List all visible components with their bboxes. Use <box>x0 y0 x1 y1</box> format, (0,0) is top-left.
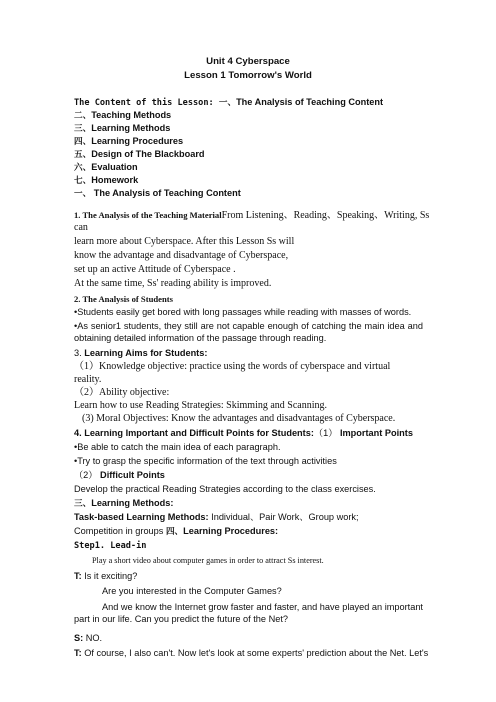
lesson-title: Lesson 1 Tomorrow's World <box>184 70 312 81</box>
section-1-heading: 1. The Analysis of the Teaching Material <box>74 210 222 220</box>
step-1-heading: Step1. Lead-in <box>74 541 147 551</box>
toc-item: 二、Teaching Methods <box>74 110 172 121</box>
paragraph-line: reality. <box>74 374 102 385</box>
learning-methods-heading: 三、Learning Methods: <box>74 498 174 509</box>
bullet-item: •Students easily get bored with long passages while reading with masses of words. <box>74 307 412 317</box>
competition-line: Competition in groups 四、Learning Procedures: <box>74 526 279 537</box>
paragraph-line: learn more about Cyberspace. After this Lesson Ss will <box>74 236 295 247</box>
bullet-item: •Try to grasp the specific information of the text through activities <box>74 456 337 466</box>
toc-item: 六、Evaluation <box>74 162 138 173</box>
paragraph-line: At the same time, Ss' reading ability is improved. <box>74 278 272 289</box>
section-3-line: 3. Learning Aims for Students: <box>74 348 208 358</box>
teacher-line: T: Is it exciting? <box>74 571 138 581</box>
paragraph-line: Are you interested in the Computer Games? <box>102 586 282 596</box>
paragraph-line: Play a short video about computer games in order to attract Ss interest. <box>92 556 324 565</box>
paragraph-line: （1）Knowledge objective: practice using the words of cyberspace and virtual <box>74 361 391 372</box>
paragraph-line: know the advantage and disadvantage of Cyberspace, <box>74 250 289 261</box>
bullet-item: •As senior1 students, they still are not capable enough of catching the main idea and obtaining detailed information of the passage through reading. <box>74 321 423 343</box>
toc-item: 四、Learning Procedures <box>74 136 184 147</box>
paragraph-line: Learn how to use Reading Strategies: Skimming and Scanning. <box>74 400 328 411</box>
toc-item: 一、 The Analysis of Teaching Content <box>74 188 241 199</box>
contents-line <box>74 96 383 109</box>
section-3-heading: Learning Aims for Students: <box>84 348 208 358</box>
task-based-line: Task-based Learning Methods: Individual、Pair Work、Group work; <box>74 512 359 522</box>
bullet-item: •Be able to catch the main idea of each paragraph. <box>74 442 281 452</box>
toc-item: 三、Learning Methods <box>74 123 171 134</box>
section-4-line: 4. Learning Important and Difficult Points for Students:（1） Important Points <box>74 428 413 438</box>
contents-label: The Content of this Lesson: 一、 <box>74 98 237 108</box>
paragraph-line: （2）Ability objective: <box>74 387 170 398</box>
section-4-heading: 4. Learning Important and Difficult Points for Students: <box>74 428 314 438</box>
unit-title: Unit 4 Cyberspace <box>206 56 290 67</box>
section-2-heading: 2. The Analysis of Students <box>74 294 173 304</box>
paragraph-line: can <box>74 222 88 233</box>
contents-first-item: The Analysis of Teaching Content <box>236 97 384 107</box>
toc-item: 七、Homework <box>74 175 139 186</box>
section-1-line: 1. The Analysis of the Teaching MaterialFrom Listening、Reading、Speaking、Writing, Ss <box>74 210 430 221</box>
paragraph-line: (3) Moral Objectives: Know the advantages and disadvantages of Cyberspace. <box>82 413 396 424</box>
toc-item: 五、Design of The Blackboard <box>74 149 205 160</box>
paragraph-line: And we know the Internet grow faster and faster, and have played an important part in our life. Can you predict the future of the Net? <box>74 602 423 624</box>
student-line: S: NO. <box>74 633 103 643</box>
sub-heading: （2） Difficult Points <box>74 470 165 480</box>
paragraph-line: set up an active Attitude of Cyberspace . <box>74 264 236 275</box>
teacher-line: T: Of course, I also can't. Now let's look at some experts' prediction about the Net. Let's <box>74 648 429 658</box>
paragraph-line: Develop the practical Reading Strategies according to the class exercises. <box>74 484 376 494</box>
